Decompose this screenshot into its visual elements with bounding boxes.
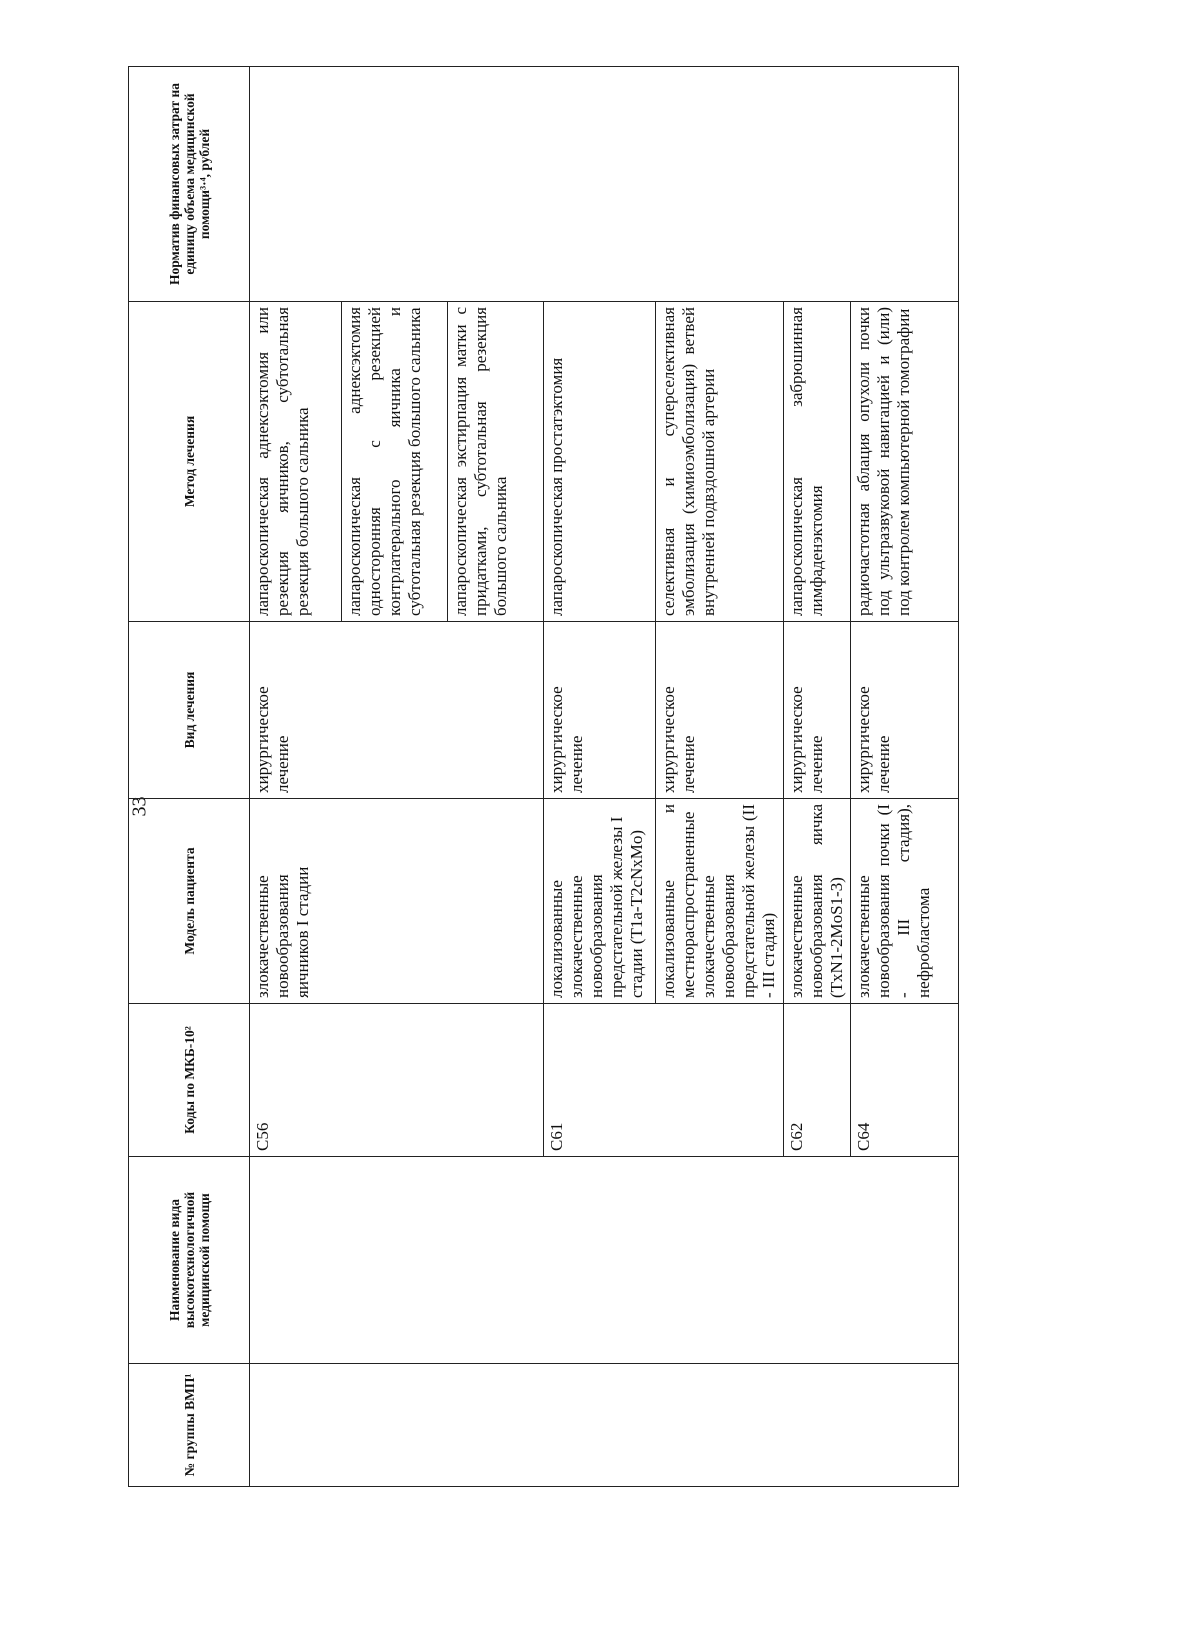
header-name: Наименование вида высокотехнологичной медицинской помощи	[129, 1157, 250, 1364]
header-model: Модель пациента	[129, 799, 250, 1004]
code-cell: C64	[851, 1004, 959, 1157]
treatment-type-cell: хирургическое лечение	[656, 622, 784, 799]
method-cell: лапароскопическая простатэктомия	[544, 302, 656, 622]
code-cell: C61	[544, 1004, 784, 1157]
model-cell: злокачественные новообразования яичка (TxN1-2MoS1-3)	[784, 799, 851, 1004]
treatment-type-cell: хирургическое лечение	[544, 622, 656, 799]
header-row	[129, 67, 250, 1487]
method-cell: лапароскопическая экстирпация матки с придатками, субтотальная резекция большого сальника	[448, 302, 544, 622]
norm-cell	[250, 67, 959, 302]
method-cell: лапароскопическая аднексэктомия односторонняя с резекцией контрлатерального яичника и субтотальная резекция большого сальника	[342, 302, 448, 622]
table-row	[250, 67, 342, 1487]
method-cell: лапароскопическая забрюшинная лимфаденэктомия	[784, 302, 851, 622]
model-cell: локализованные и местнораспространенные злокачественные новообразования предстательной железы (II - III стадия)	[656, 799, 784, 1004]
model-cell: локализованные злокачественные новообразования предстательной железы I стадии (T1a-T2cNxMo)	[544, 799, 656, 1004]
header-norm: Норматив финансовых затрат на единицу объема медицинской помощи³·⁴, рублей	[129, 67, 250, 302]
header-method: Метод лечения	[129, 302, 250, 622]
header-codes: Коды по МКБ-10²	[129, 1004, 250, 1157]
header-group-no: № группы ВМП¹	[129, 1364, 250, 1487]
treatment-type-cell: хирургическое лечение	[784, 622, 851, 799]
name-cell	[250, 1157, 959, 1364]
rotated-table-wrapper	[128, 67, 950, 1487]
header-treatment-type: Вид лечения	[129, 622, 250, 799]
vmp-table	[128, 66, 959, 1487]
group-no-cell	[250, 1364, 959, 1487]
method-cell: лапароскопическая аднексэктомия или резекция яичников, субтотальная резекция большого сальника	[250, 302, 342, 622]
method-cell: радиочастотная аблация опухоли почки под ультразвуковой навигацией и (или) под контролем компьютерной томографии	[851, 302, 959, 622]
model-cell: злокачественные новообразования яичников I стадии	[250, 799, 544, 1004]
method-cell: селективная и суперселективная эмболизация (химиоэмболизация) ветвей внутренней подвздошной артерии	[656, 302, 784, 622]
treatment-type-cell: хирургическое лечение	[250, 622, 544, 799]
code-cell: C56	[250, 1004, 544, 1157]
model-cell: злокачественные новообразования почки (I - III стадия), нефробластома	[851, 799, 959, 1004]
treatment-type-cell: хирургическое лечение	[851, 622, 959, 799]
page-number: 33	[128, 796, 151, 817]
code-cell: C62	[784, 1004, 851, 1157]
